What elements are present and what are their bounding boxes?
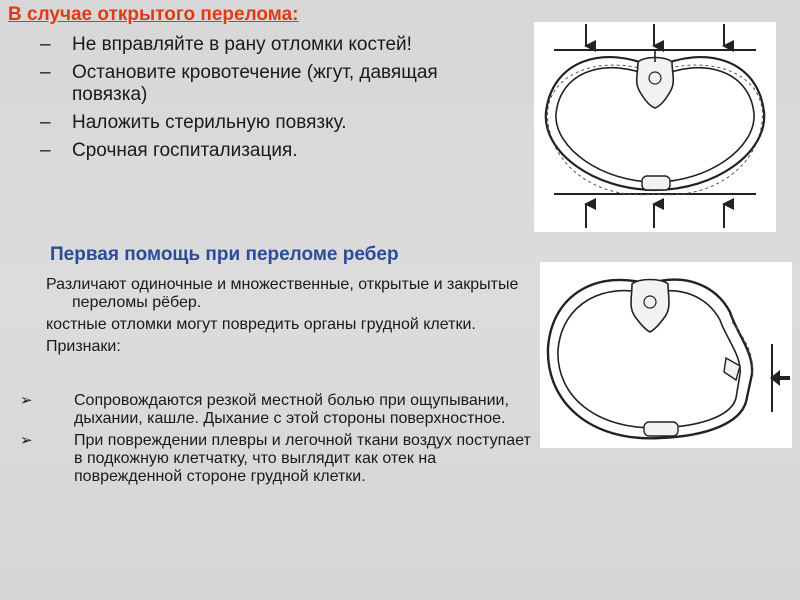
rib-fracture-illustration <box>540 262 792 448</box>
list-item: – Срочная госпитализация. <box>40 140 510 162</box>
rib-fracture-lateral-diagram <box>540 262 792 448</box>
paragraph-damage: костные отломки могут повредить органы грудной клетки. <box>46 316 476 333</box>
open-fracture-heading: В случае открытого перелома: <box>8 4 299 25</box>
chest-compression-illustration <box>534 22 776 232</box>
paragraph-types: Различают одиночные и множественные, открытые и закрытые переломы рёбер. <box>46 276 519 311</box>
rib-fracture-heading: Первая помощь при переломе ребер <box>50 244 399 265</box>
open-fracture-list <box>40 34 510 168</box>
list-item: – Не вправляйте в рану отломки костей! <box>40 34 510 56</box>
arrow-bullet-icon: ➢ <box>20 392 33 409</box>
signs-label: Признаки: <box>46 338 121 355</box>
arrow-bullet-icon: ➢ <box>20 432 33 449</box>
signs-list <box>20 392 540 490</box>
list-item: – Наложить стерильную повязку. <box>40 112 510 134</box>
list-item: ➢ При повреждении плевры и легочной ткани воздух поступает в подкожную клетчатку, что выглядит как отек на поврежденной стороне грудной клетки. <box>20 432 531 485</box>
list-item: – Остановите кровотечение (жгут, давящая повязка) <box>40 62 510 106</box>
list-item: ➢ Сопровождаются резкой местной болью при ощупывании, дыхании, кашле. Дыхание с этой стороны поверхностное. <box>20 392 509 427</box>
chest-compression-diagram <box>534 22 776 232</box>
rib-fracture-text <box>46 276 536 356</box>
